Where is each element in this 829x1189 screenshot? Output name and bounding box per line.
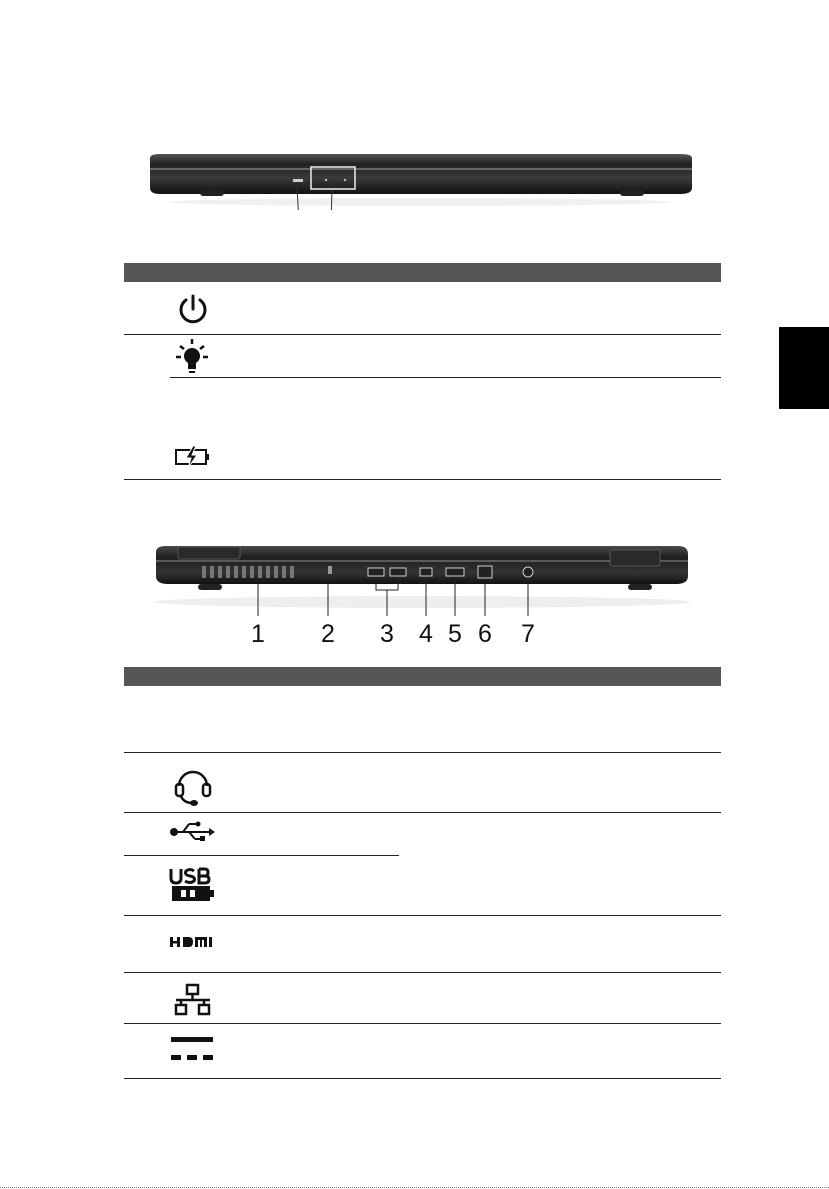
- usb-charge-icon: [168, 866, 218, 904]
- callout-number: 1: [251, 620, 265, 648]
- usb-icon: [169, 820, 215, 844]
- table-header-bar: [124, 263, 721, 282]
- network-icon: [174, 983, 212, 1017]
- light-bulb-icon: [175, 338, 209, 376]
- chapter-tab: [779, 327, 829, 409]
- callout-number: 3: [380, 620, 394, 648]
- callout-number: 5: [448, 620, 462, 648]
- power-icon: [176, 292, 210, 326]
- hdmi-icon: [169, 935, 215, 949]
- table-bottom-rule: [124, 1078, 721, 1079]
- laptop-left-side-view: [148, 538, 696, 618]
- table-row-divider: [124, 1023, 721, 1024]
- callout-number: 2: [321, 620, 335, 648]
- callout-number: 4: [419, 620, 433, 648]
- table-row-divider: [124, 334, 721, 335]
- battery-charging-icon: [174, 443, 212, 471]
- headset-icon: [173, 764, 213, 808]
- table-row-divider: [124, 812, 721, 813]
- callout-number: 7: [521, 620, 535, 648]
- table-row-divider: [170, 377, 721, 378]
- table-bottom-rule: [124, 479, 721, 480]
- table-row-divider: [124, 972, 721, 973]
- laptop-front-view: [140, 150, 700, 210]
- table-row-divider: [124, 915, 721, 916]
- dc-in-icon: [170, 1035, 214, 1063]
- table-header-bar: [124, 667, 721, 686]
- callout-number: 6: [478, 620, 492, 648]
- page-bottom-dotted-line: [0, 1187, 829, 1188]
- table-row-divider: [124, 752, 721, 753]
- table-row-divider: [124, 855, 399, 856]
